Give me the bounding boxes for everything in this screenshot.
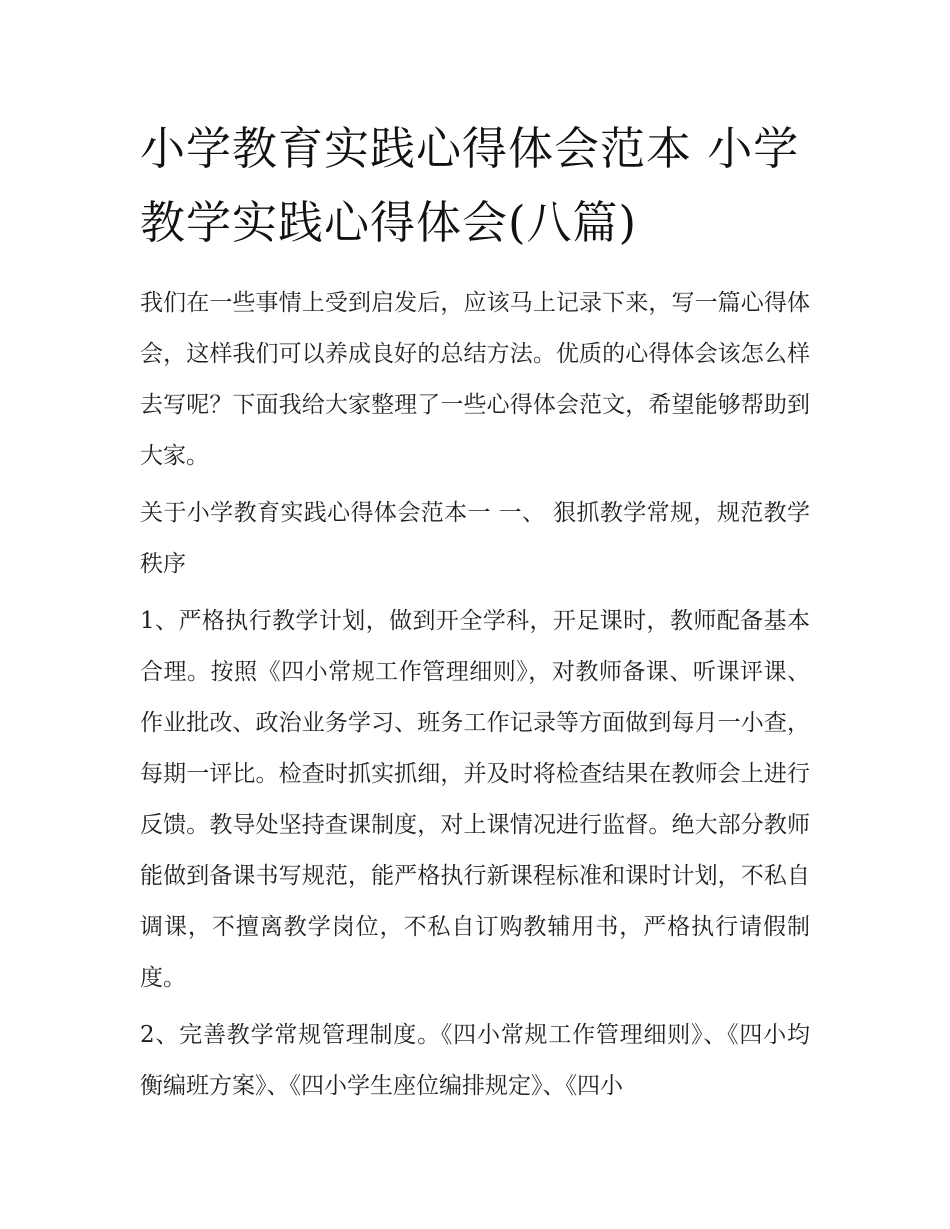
intro-paragraph: 我们在一些事情上受到启发后，应该马上记录下来，写一篇心得体会，这样我们可以养成良好的总结方法。优质的心得体会该怎么样去写呢？下面我给大家整理了一些心得体会范文，希望能够帮助到大家。: [140, 290, 810, 469]
item-1-paragraph: 1、严格执行教学计划，做到开全学科，开足课时，教师配备基本合理。按照《四小常规工作管理细则》，对教师备课、听课评课、作业批改、政治业务学习、班务工作记录等方面做到每月一小查，每期一评比。检查时抓实抓细，并及时将检查结果在教师会上进行反馈。教导处坚持查课制度，对上课情况进行监督。绝大部分教师能做到备课书写规范，能严格执行新课程标准和课时计划，不私自调课，不擅离教学岗位，不私自订购教辅用书，严格执行请假制度。: [140, 608, 810, 991]
section-heading-paragraph: 关于小学教育实践心得体会范本一 一、 狠抓教学常规，规范教学秩序: [140, 500, 810, 577]
item-2-paragraph: 2、完善教学常规管理制度。《四小常规工作管理细则》、《四小均衡编班方案》、《四小学生座位编排规定》、《四小: [140, 1022, 810, 1099]
document-title: 小学教育实践心得体会范本 小学教学实践心得体会(八篇): [140, 122, 800, 249]
